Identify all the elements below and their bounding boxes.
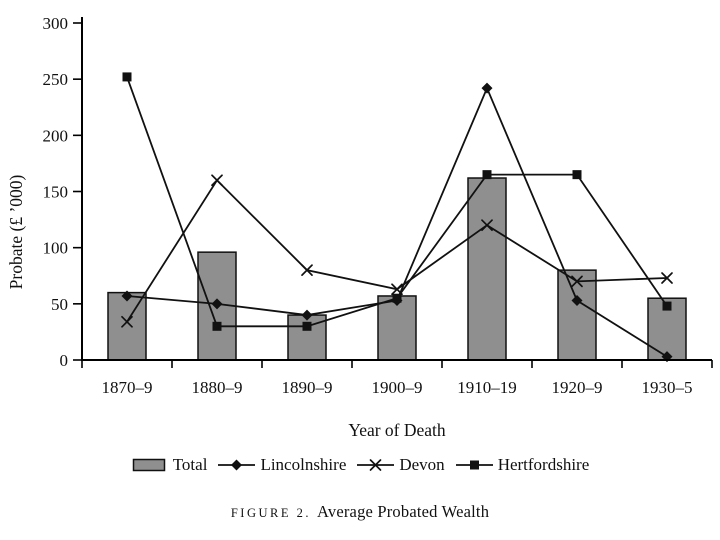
marker-square-hertfordshire-1870-9 bbox=[123, 72, 132, 81]
legend-x-icon bbox=[357, 457, 394, 473]
x-tick-label-1890-9: 1890–9 bbox=[281, 378, 333, 397]
y-tick-label-50: 50 bbox=[51, 294, 68, 314]
x-tick-label-1910-19: 1910–19 bbox=[457, 378, 517, 397]
marker-square-hertfordshire-1920-9 bbox=[573, 170, 582, 179]
legend-label-total: Total bbox=[172, 455, 208, 474]
x-axis-title: Year of Death bbox=[348, 420, 446, 440]
figure-number-label: FIGURE 2. bbox=[230, 506, 311, 520]
bar-total-1870-9 bbox=[108, 293, 146, 360]
figure-title: Average Probated Wealth bbox=[316, 502, 490, 521]
x-tick-label-1880-9: 1880–9 bbox=[191, 378, 243, 397]
y-tick-label-150: 150 bbox=[42, 182, 68, 202]
chart-legend bbox=[0, 455, 720, 475]
marker-square-hertfordshire-1900-9 bbox=[393, 294, 402, 303]
legend-diamond-icon bbox=[218, 457, 255, 473]
legend-label-hertfordshire: Hertfordshire bbox=[497, 455, 590, 474]
x-tick-label-1870-9: 1870–9 bbox=[101, 378, 153, 397]
bar-total-1910-19 bbox=[468, 178, 506, 360]
figure-caption bbox=[0, 502, 720, 522]
y-tick-label-200: 200 bbox=[42, 126, 68, 146]
legend-square-icon bbox=[456, 457, 493, 473]
bar-total-1920-9 bbox=[558, 270, 596, 360]
x-tick-label-1930-5: 1930–5 bbox=[641, 378, 693, 397]
marker-square-hertfordshire-1930-5 bbox=[663, 302, 672, 311]
legend-swatch-rect bbox=[133, 460, 164, 471]
y-tick-label-100: 100 bbox=[42, 238, 68, 258]
legend-swatch-icon bbox=[131, 457, 168, 473]
legend-label-devon: Devon bbox=[399, 455, 445, 474]
legend-item-lincolnshire bbox=[218, 455, 346, 475]
legend-marker-square bbox=[470, 461, 479, 470]
y-tick-label-300: 300 bbox=[42, 14, 68, 33]
marker-diamond-lincolnshire-1910-19 bbox=[482, 83, 493, 94]
x-tick-label-1900-9: 1900–9 bbox=[371, 378, 423, 397]
y-tick-label-0: 0 bbox=[59, 351, 68, 370]
x-tick-label-1920-9: 1920–9 bbox=[551, 378, 603, 397]
legend-item-devon bbox=[357, 455, 444, 475]
legend-item-hertfordshire bbox=[456, 455, 590, 475]
y-tick-label-250: 250 bbox=[42, 70, 68, 90]
marker-square-hertfordshire-1890-9 bbox=[303, 322, 312, 331]
legend-label-lincolnshire: Lincolnshire bbox=[260, 455, 347, 474]
y-axis-title: Probate (£ ’000) bbox=[6, 174, 26, 290]
marker-square-hertfordshire-1880-9 bbox=[213, 322, 222, 331]
marker-square-hertfordshire-1910-19 bbox=[483, 170, 492, 179]
legend-item-total bbox=[131, 455, 208, 475]
legend-marker-diamond bbox=[231, 460, 242, 471]
